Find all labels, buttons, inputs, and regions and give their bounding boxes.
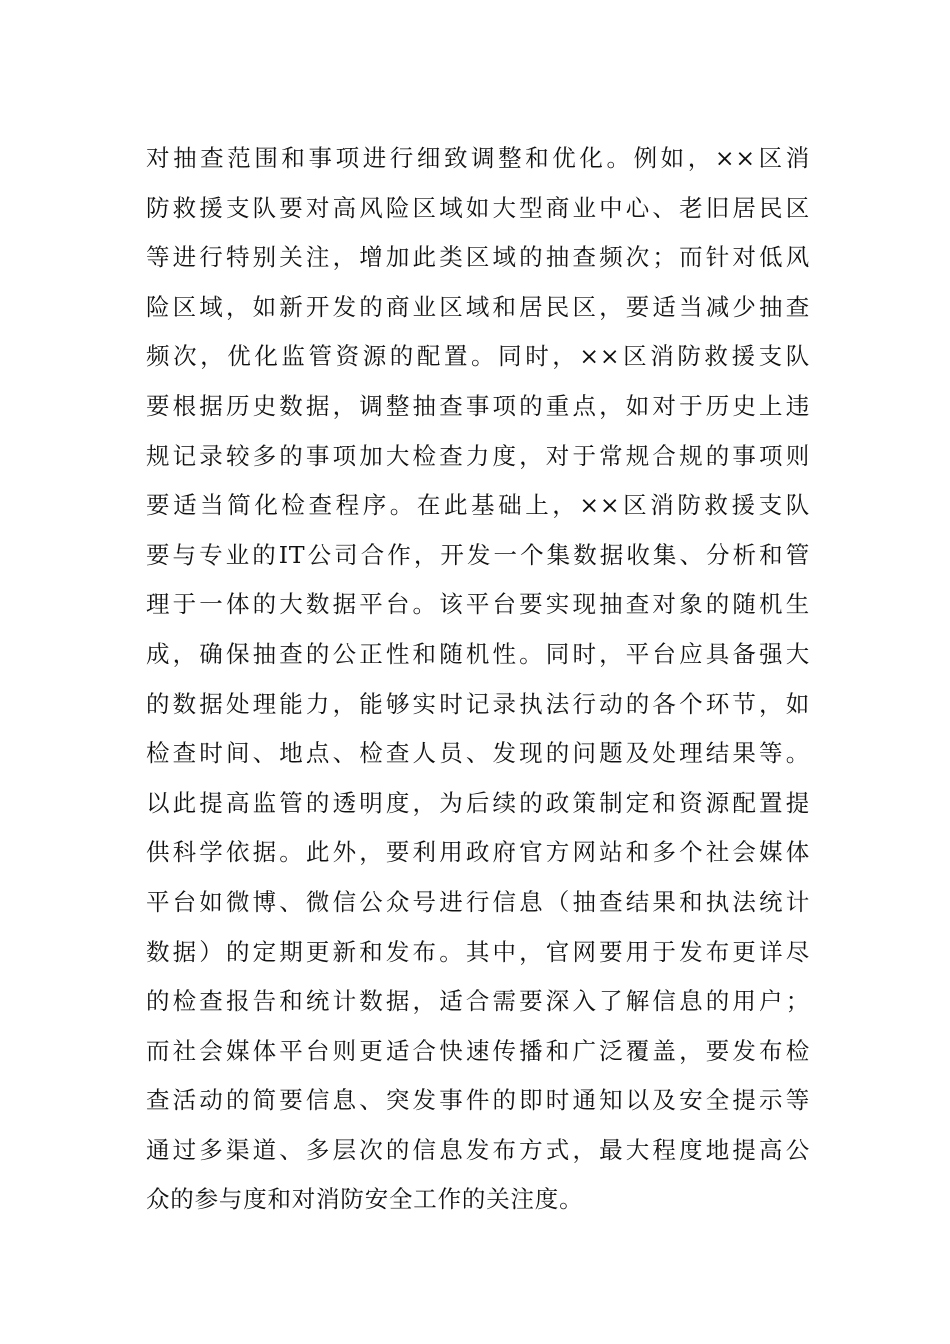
- paragraph-line: 防救援支队要对高风险区域如大型商业中心、老旧居民区: [146, 193, 810, 222]
- paragraph-line: 众的参与度和对消防安全工作的关注度。: [146, 1185, 584, 1214]
- paragraph-line: 的检查报告和统计数据，适合需要深入了解信息的用户；: [146, 987, 810, 1016]
- paragraph-line: 检查时间、地点、检查人员、发现的问题及处理结果等。: [146, 739, 810, 768]
- paragraph-line: 频次，优化监管资源的配置。同时，××区消防救援支队: [146, 342, 810, 371]
- paragraph-line: 成，确保抽查的公正性和随机性。同时，平台应具备强大: [146, 639, 810, 668]
- paragraph-line: 要适当简化检查程序。在此基础上，××区消防救援支队: [146, 491, 810, 520]
- paragraph-line: 等进行特别关注，增加此类区域的抽查频次；而针对低风: [146, 243, 810, 272]
- body-paragraph: [146, 134, 810, 1225]
- paragraph-line: 供科学依据。此外，要利用政府官方网站和多个社会媒体: [146, 838, 810, 867]
- paragraph-line: 以此提高监管的透明度，为后续的政策制定和资源配置提: [146, 788, 810, 817]
- paragraph-line: 理于一体的大数据平台。该平台要实现抽查对象的随机生: [146, 590, 810, 619]
- paragraph-line: 查活动的简要信息、突发事件的即时通知以及安全提示等: [146, 1086, 810, 1115]
- paragraph-line: 平台如微博、微信公众号进行信息（抽查结果和执法统计: [146, 887, 810, 916]
- paragraph-line: 对抽查范围和事项进行细致调整和优化。例如，××区消: [146, 144, 810, 172]
- paragraph-line: 险区域，如新开发的商业区域和居民区，要适当减少抽查: [146, 292, 810, 321]
- paragraph-line: 而社会媒体平台则更适合快速传播和广泛覆盖，要发布检: [146, 1036, 810, 1065]
- paragraph-line: 要根据历史数据，调整抽查事项的重点，如对于历史上违: [146, 391, 810, 420]
- paragraph-line: 要与专业的IT公司合作，开发一个集数据收集、分析和管: [146, 540, 810, 569]
- paragraph-line: 通过多渠道、多层次的信息发布方式，最大程度地提高公: [146, 1135, 810, 1164]
- paragraph-line: 规记录较多的事项加大检查力度，对于常规合规的事项则: [146, 441, 810, 470]
- paragraph-line: 的数据处理能力，能够实时记录执法行动的各个环节，如: [146, 689, 810, 718]
- paragraph-line: 数据）的定期更新和发布。其中，官网要用于发布更详尽: [146, 937, 810, 966]
